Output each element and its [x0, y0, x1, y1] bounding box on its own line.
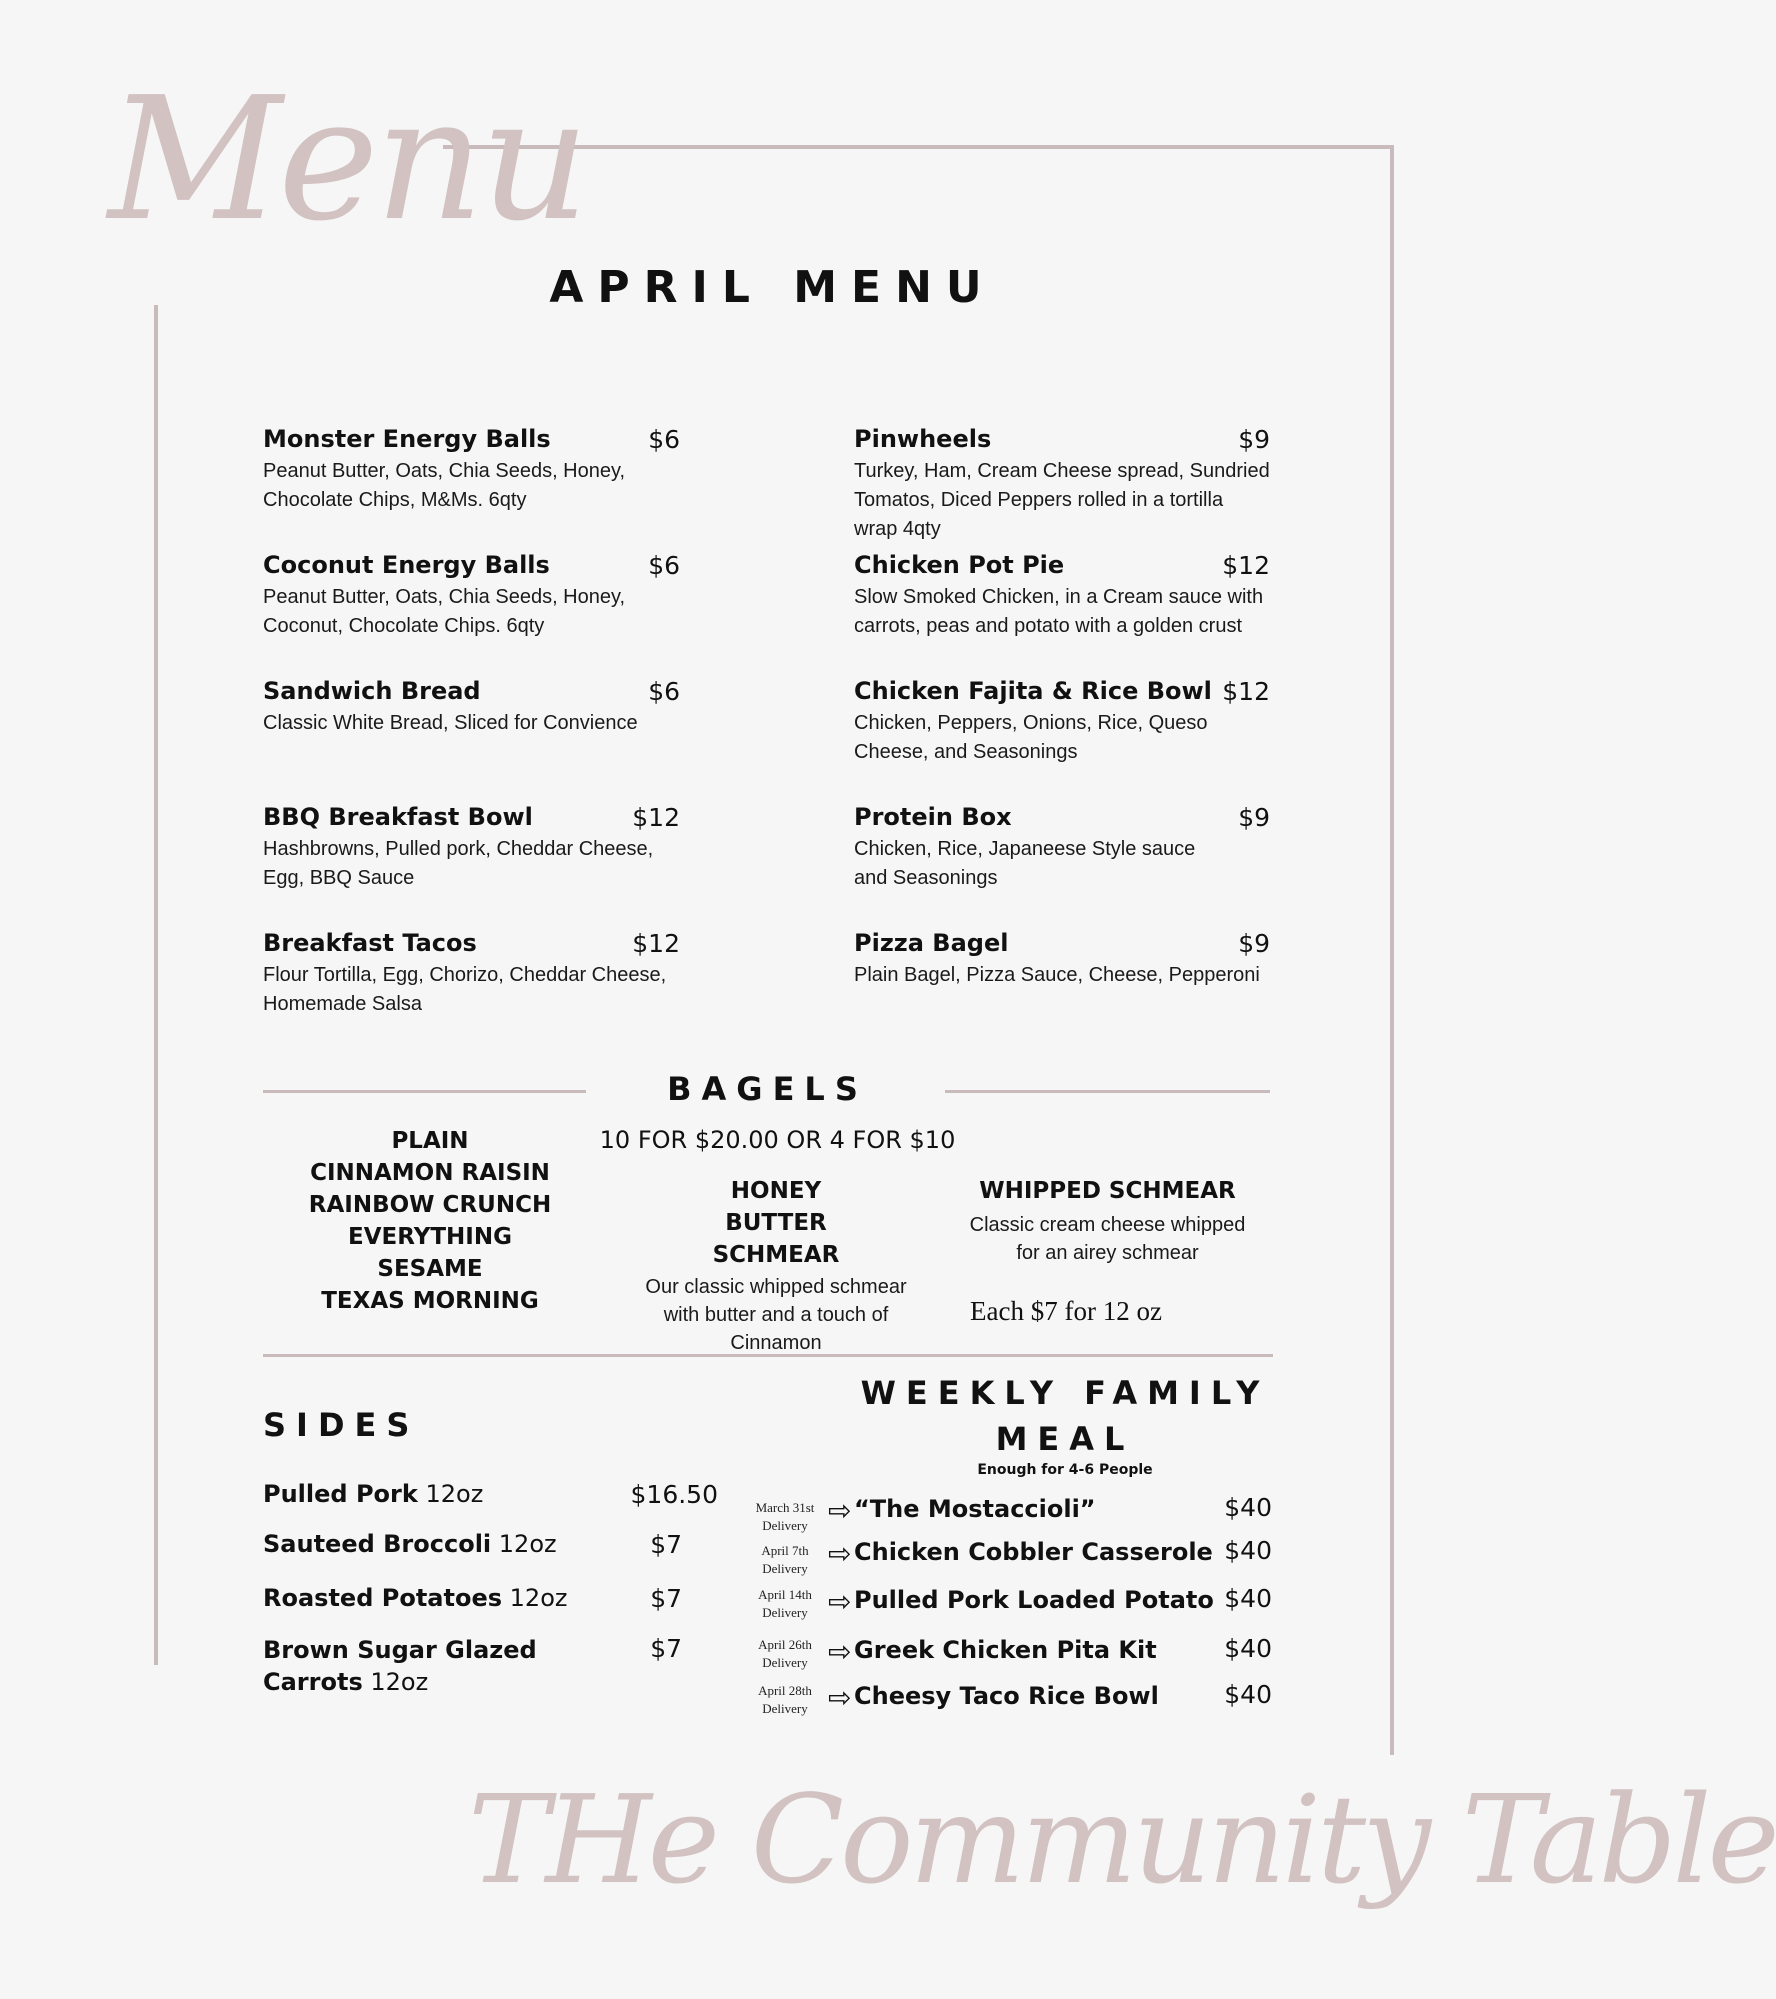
- menu-item-description: Classic White Bread, Sliced for Convience: [263, 712, 638, 734]
- menu-item-name: Pinwheels: [854, 425, 992, 453]
- bagel-flavors-list: [280, 1125, 580, 1317]
- schmear-name: WHIPPED SCHMEAR: [979, 1178, 1236, 1204]
- side-item-size: 12oz: [425, 1480, 484, 1508]
- side-item-size: 12oz: [509, 1584, 568, 1612]
- meal-delivery-label: Delivery: [762, 1518, 808, 1533]
- menu-item-description: Slow Smoked Chicken, in a Cream sauce with carrots, peas and potato with a golden crust: [854, 586, 1264, 637]
- bagel-flavor: PLAIN: [391, 1128, 469, 1154]
- bagels-divider-left: [263, 1090, 586, 1093]
- bagel-flavor: TEXAS MORNING: [321, 1288, 539, 1314]
- menu-item-description: Chicken, Rice, Japaneese Style sauce and Seasonings: [854, 838, 1196, 889]
- right-arrow-icon: ⇨: [828, 1635, 852, 1668]
- menu-item-name: Chicken Fajita & Rice Bowl: [854, 677, 1212, 705]
- menu-item-description: Turkey, Ham, Cream Cheese spread, Sundried Tomatos, Diced Peppers rolled in a tortilla wrap 4qty: [854, 460, 1270, 540]
- family-meal-heading: WEEKLY FAMILY MEAL: [860, 1374, 1270, 1458]
- family-meal-item: [752, 1586, 1272, 1636]
- family-meal-item: [752, 1682, 1272, 1732]
- script-footer-name: THe Community Table: [468, 1769, 1776, 1911]
- menu-item-price: $9: [1238, 929, 1270, 958]
- menu-item-price: $9: [1238, 425, 1270, 454]
- menu-item-price: $12: [1222, 551, 1270, 580]
- side-item-size: 12oz: [370, 1668, 429, 1696]
- meal-price: $40: [1224, 1536, 1272, 1565]
- meal-date-text: April 7th: [761, 1543, 809, 1558]
- menu-item-name: Breakfast Tacos: [263, 929, 477, 957]
- meal-name: Cheesy Taco Rice Bowl: [854, 1682, 1159, 1710]
- menu-item-price: $6: [648, 677, 680, 706]
- page-title: APRIL MENU: [549, 262, 996, 313]
- menu-item-price: $6: [648, 551, 680, 580]
- schmear-description: Classic cream cheese whipped for an airey schmear: [969, 1214, 1246, 1264]
- menu-item-price: $9: [1238, 803, 1270, 832]
- side-item-size: 12oz: [498, 1530, 557, 1558]
- bagels-heading: BAGELS: [667, 1070, 868, 1108]
- side-item-price: $7: [650, 1634, 682, 1663]
- side-item: [263, 1530, 718, 1570]
- schmear-name: HONEY BUTTER SCHMEAR: [712, 1178, 840, 1268]
- meal-date-text: March 31st: [755, 1500, 815, 1515]
- meal-date-text: April 26th: [758, 1637, 812, 1652]
- menu-item-description: Peanut Butter, Oats, Chia Seeds, Honey, Coconut, Chocolate Chips. 6qty: [263, 586, 626, 637]
- family-meal-item: [752, 1538, 1272, 1588]
- bagel-flavor: RAINBOW CRUNCH: [308, 1192, 552, 1218]
- menu-item-description: Flour Tortilla, Egg, Chorizo, Cheddar Cheese, Homemade Salsa: [263, 964, 667, 1015]
- meal-name: Pulled Pork Loaded Potato: [854, 1586, 1214, 1614]
- schmear-description: Our classic whipped schmear with butter and a touch of Cinnamon: [645, 1276, 907, 1354]
- meal-price: $40: [1224, 1680, 1272, 1709]
- side-item-price: $7: [650, 1530, 682, 1559]
- bagel-flavor: SESAME: [377, 1256, 483, 1282]
- schmear-whipped: [960, 1175, 1255, 1267]
- meal-delivery-label: Delivery: [762, 1605, 808, 1620]
- meal-delivery-date: [752, 1499, 818, 1535]
- side-item-name: Pulled Pork: [263, 1480, 418, 1508]
- side-item-name: Sauteed Broccoli: [263, 1530, 492, 1558]
- meal-delivery-label: Delivery: [762, 1561, 808, 1576]
- sides-heading: SIDES: [263, 1406, 420, 1444]
- menu-item-name: Chicken Pot Pie: [854, 551, 1065, 579]
- frame-left-line: [154, 305, 158, 1665]
- right-arrow-icon: ⇨: [828, 1585, 852, 1618]
- menu-item: [263, 551, 680, 641]
- meal-delivery-label: Delivery: [762, 1701, 808, 1716]
- meal-price: $40: [1224, 1584, 1272, 1613]
- side-item-price: $7: [650, 1584, 682, 1613]
- meal-delivery-date: [752, 1682, 818, 1718]
- bagel-flavor: EVERYTHING: [348, 1224, 512, 1250]
- right-arrow-icon: ⇨: [828, 1681, 852, 1714]
- side-item-price: $16.50: [630, 1480, 718, 1509]
- script-menu-title: Menu: [108, 61, 586, 259]
- menu-item-name: Protein Box: [854, 803, 1012, 831]
- side-item: [263, 1634, 718, 1704]
- menu-item: [854, 929, 1270, 990]
- side-item-name: Brown Sugar Glazed Carrots: [263, 1636, 537, 1696]
- menu-item-price: $12: [1222, 677, 1270, 706]
- menu-item: [854, 677, 1270, 767]
- side-item-name: Roasted Potatoes: [263, 1584, 503, 1612]
- meal-delivery-date: [752, 1586, 818, 1622]
- meal-name: “The Mostaccioli”: [854, 1495, 1096, 1523]
- frame-right-line: [1390, 145, 1394, 1755]
- menu-item-name: Coconut Energy Balls: [263, 551, 550, 579]
- menu-item-name: Pizza Bagel: [854, 929, 1009, 957]
- sides-divider: [263, 1354, 1273, 1357]
- menu-item-name: Sandwich Bread: [263, 677, 481, 705]
- menu-item-name: BBQ Breakfast Bowl: [263, 803, 533, 831]
- menu-item: [854, 425, 1270, 544]
- menu-item-price: $12: [632, 803, 680, 832]
- schmear-honey-butter: [635, 1175, 917, 1357]
- menu-item-name: Monster Energy Balls: [263, 425, 551, 453]
- right-arrow-icon: ⇨: [828, 1537, 852, 1570]
- bagel-flavor: CINNAMON RAISIN: [310, 1160, 550, 1186]
- menu-item-description: Chicken, Peppers, Onions, Rice, Queso Cheese, and Seasonings: [854, 712, 1208, 763]
- menu-item: [263, 803, 680, 893]
- bagels-divider-right: [945, 1090, 1270, 1093]
- right-arrow-icon: ⇨: [828, 1494, 852, 1527]
- side-item: [263, 1480, 718, 1520]
- meal-price: $40: [1224, 1634, 1272, 1663]
- menu-item-description: Plain Bagel, Pizza Sauce, Cheese, Pepperoni: [854, 964, 1260, 986]
- meal-delivery-date: [752, 1636, 818, 1672]
- menu-item-description: Hashbrowns, Pulled pork, Cheddar Cheese, Egg, BBQ Sauce: [263, 838, 654, 889]
- meal-delivery-label: Delivery: [762, 1655, 808, 1670]
- menu-item: [854, 551, 1270, 641]
- menu-item-description: Peanut Butter, Oats, Chia Seeds, Honey, Chocolate Chips, M&Ms. 6qty: [263, 460, 626, 511]
- menu-item: [263, 677, 680, 738]
- meal-price: $40: [1224, 1493, 1272, 1522]
- bagels-deal: 10 FOR $20.00 OR 4 FOR $10: [599, 1126, 956, 1154]
- menu-item: [854, 803, 1270, 893]
- family-meal-item: [752, 1636, 1272, 1686]
- meal-name: Greek Chicken Pita Kit: [854, 1636, 1157, 1664]
- menu-item: [263, 425, 680, 515]
- meal-delivery-date: [752, 1542, 818, 1578]
- meal-date-text: April 14th: [758, 1587, 812, 1602]
- menu-item-price: $12: [632, 929, 680, 958]
- family-meal-subheading: Enough for 4-6 People: [977, 1462, 1153, 1478]
- schmear-price-note: Each $7 for 12 oz: [970, 1296, 1162, 1326]
- meal-date-text: April 28th: [758, 1683, 812, 1698]
- menu-item: [263, 929, 680, 1019]
- side-item: [263, 1584, 718, 1624]
- meal-name: Chicken Cobbler Casserole: [854, 1538, 1213, 1566]
- menu-item-price: $6: [648, 425, 680, 454]
